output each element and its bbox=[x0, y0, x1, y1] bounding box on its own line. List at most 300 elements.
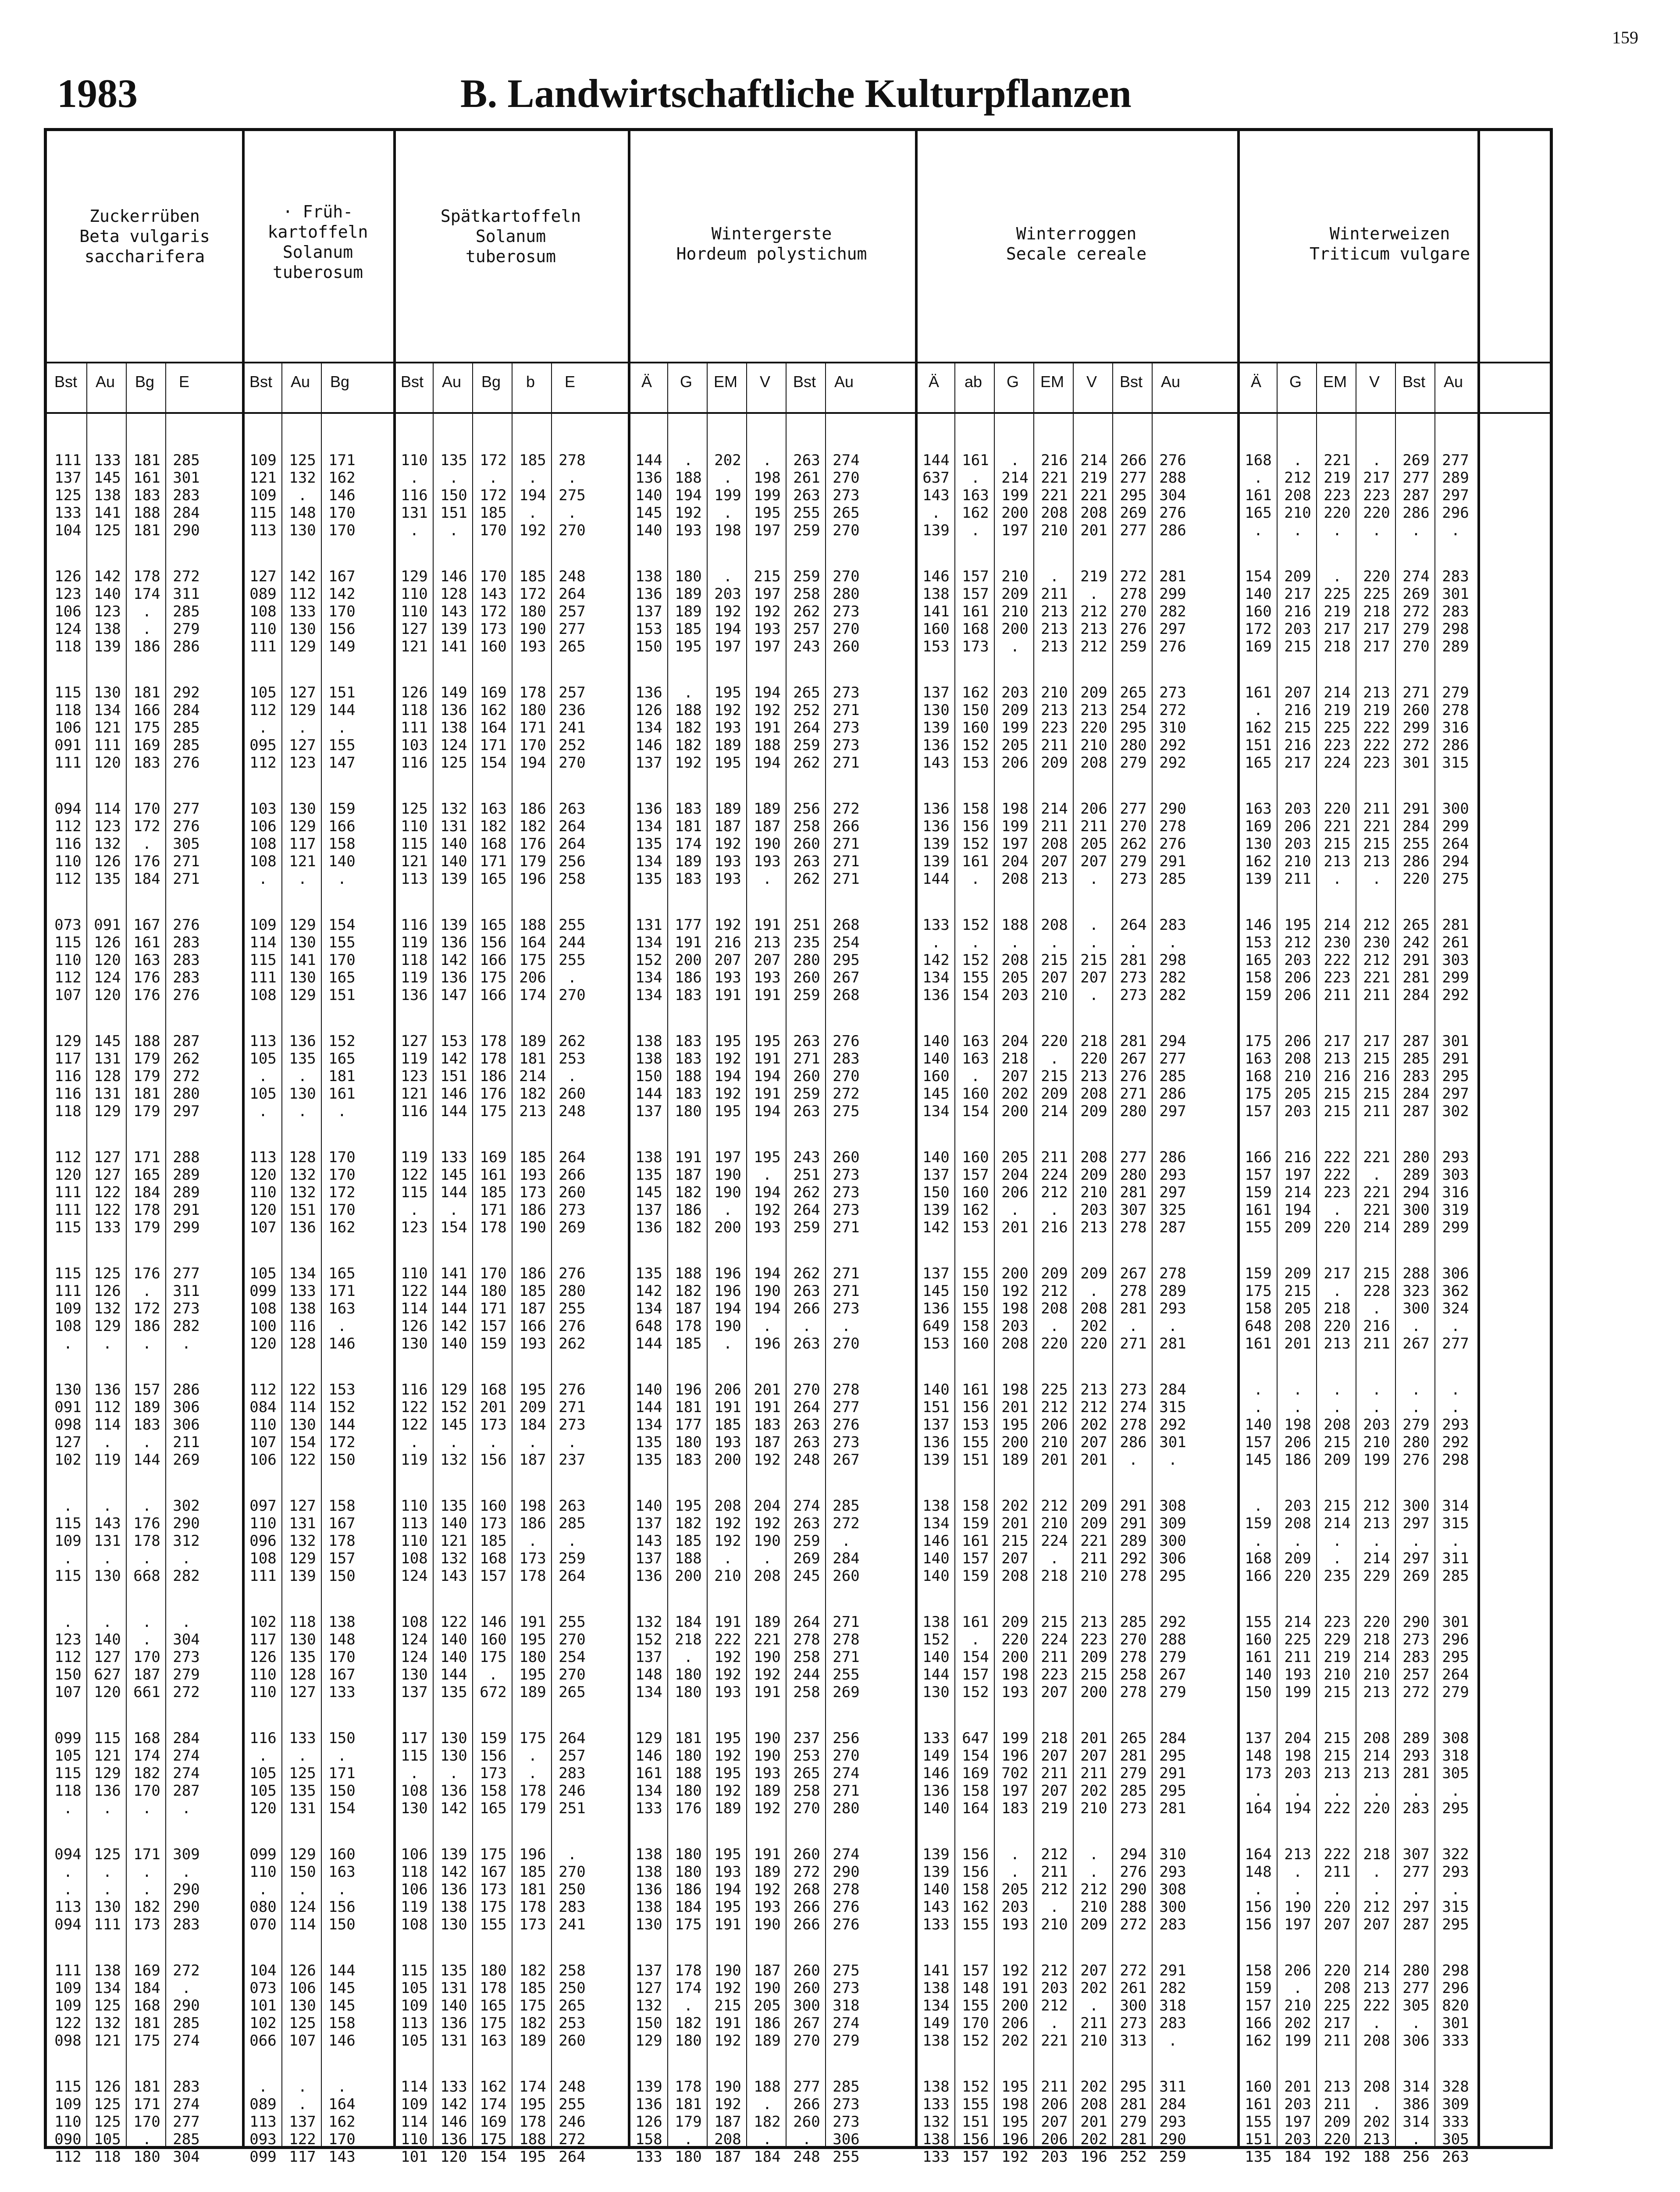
table-cell: 133 bbox=[922, 916, 950, 934]
table-cell: 140 bbox=[922, 1648, 950, 1666]
table-cell: 269 bbox=[1120, 504, 1147, 522]
table-cell: 095 bbox=[249, 737, 277, 754]
table-cell: 192 bbox=[714, 1747, 741, 1765]
table-cell: 140 bbox=[635, 1381, 662, 1398]
table-cell: 206 bbox=[1284, 1962, 1311, 1979]
table-cell: 188 bbox=[675, 701, 702, 719]
table-cell: 130 bbox=[94, 1567, 121, 1585]
table-cell: 125 bbox=[289, 2014, 316, 2032]
table-cell: 160 bbox=[922, 1068, 950, 1085]
table-cell: 138 bbox=[94, 1962, 121, 1979]
table-cell: 163 bbox=[962, 1032, 989, 1050]
table-cell: 190 bbox=[519, 1219, 546, 1236]
table-cell: 131 bbox=[440, 818, 467, 835]
table-cell: 193 bbox=[754, 1219, 781, 1236]
table-cell: 229 bbox=[1324, 1631, 1351, 1648]
table-cell: 136 bbox=[922, 800, 950, 818]
table-cell: 273 bbox=[559, 1416, 586, 1434]
table-cell: 181 bbox=[133, 522, 160, 539]
table-cell: 181 bbox=[519, 1050, 546, 1068]
table-cell: 120 bbox=[94, 986, 121, 1004]
table-cell: . bbox=[1372, 522, 1381, 539]
table-cell: 189 bbox=[519, 2032, 546, 2050]
table-cell: 193 bbox=[754, 1765, 781, 1782]
table-cell: 198 bbox=[714, 522, 741, 539]
table-cell: 143 bbox=[922, 487, 950, 504]
table-cell: 217 bbox=[1363, 1032, 1390, 1050]
table-cell: . bbox=[567, 1846, 577, 1863]
table-cell: 129 bbox=[289, 1846, 316, 1863]
table-cell: 110 bbox=[249, 1416, 277, 1434]
table-cell: 135 bbox=[289, 1050, 316, 1068]
table-cell: 135 bbox=[635, 1265, 662, 1282]
table-cell: 158 bbox=[635, 2131, 662, 2148]
table-cell: 207 bbox=[1041, 853, 1068, 870]
table-cell: 136 bbox=[922, 1782, 950, 1800]
table-cell: 139 bbox=[94, 638, 121, 655]
table-cell: 288 bbox=[1402, 1265, 1430, 1282]
table-cell: 137 bbox=[635, 1648, 662, 1666]
table-cell: 195 bbox=[519, 1381, 546, 1398]
table-cell: 131 bbox=[289, 1800, 316, 1817]
table-cell: 319 bbox=[1442, 1201, 1469, 1219]
table-cell: 140 bbox=[922, 1800, 950, 1817]
table-cell: 173 bbox=[519, 1916, 546, 1933]
table-cell: 124 bbox=[94, 969, 121, 986]
table-cell: 130 bbox=[922, 1683, 950, 1701]
table-cell: 130 bbox=[94, 1898, 121, 1916]
table-cell: 142 bbox=[289, 568, 316, 585]
table-cell: 207 bbox=[1363, 1916, 1390, 1933]
table-cell: 139 bbox=[440, 916, 467, 934]
table-cell: 196 bbox=[519, 1846, 546, 1863]
table-cell: 109 bbox=[54, 1997, 82, 2014]
table-cell: 120 bbox=[94, 1683, 121, 1701]
table-cell: 189 bbox=[754, 2032, 781, 2050]
table-cell: 110 bbox=[54, 853, 82, 870]
table-cell: . bbox=[931, 504, 941, 522]
table-cell: 157 bbox=[1245, 1434, 1272, 1451]
table-cell: 221 bbox=[1080, 1532, 1107, 1550]
table-cell: 175 bbox=[133, 2032, 160, 2050]
table-row bbox=[44, 684, 1553, 701]
table-cell: 207 bbox=[714, 951, 741, 969]
table-cell: 150 bbox=[328, 1916, 356, 1933]
table-cell: 150 bbox=[289, 1863, 316, 1881]
table-cell: . bbox=[337, 1103, 347, 1120]
table-cell: 151 bbox=[1245, 737, 1272, 754]
table-cell: . bbox=[1253, 1881, 1263, 1898]
table-cell: 189 bbox=[519, 1683, 546, 1701]
table-cell: 154 bbox=[962, 1103, 989, 1120]
table-cell: 220 bbox=[1080, 1050, 1107, 1068]
table-cell: 244 bbox=[793, 1666, 820, 1683]
table-cell: 263 bbox=[793, 1416, 820, 1434]
table-row bbox=[44, 1317, 1553, 1335]
table-cell: 672 bbox=[480, 1683, 507, 1701]
table-cell: . bbox=[1451, 1532, 1460, 1550]
table-cell: 126 bbox=[401, 684, 428, 701]
table-cell: 175 bbox=[675, 1916, 702, 1933]
table-cell: 125 bbox=[289, 1765, 316, 1782]
table-cell: 263 bbox=[793, 1335, 820, 1352]
table-cell: 192 bbox=[714, 1050, 741, 1068]
table-cell: 169 bbox=[480, 1149, 507, 1166]
table-cell: . bbox=[337, 1747, 347, 1765]
table-cell: 270 bbox=[559, 754, 586, 772]
table-cell: 134 bbox=[635, 719, 662, 737]
table-cell: 193 bbox=[714, 719, 741, 737]
table-cell: 172 bbox=[480, 603, 507, 620]
table-cell: 150 bbox=[328, 1729, 356, 1747]
table-cell: 283 bbox=[173, 1916, 200, 1933]
table-cell: 164 bbox=[328, 2096, 356, 2113]
table-cell: 136 bbox=[635, 1219, 662, 1236]
table-cell: 118 bbox=[94, 2148, 121, 2166]
table-cell: 134 bbox=[635, 1416, 662, 1434]
table-cell: 256 bbox=[1402, 2148, 1430, 2166]
table-cell: 214 bbox=[519, 1068, 546, 1085]
table-cell: 295 bbox=[833, 951, 860, 969]
table-cell: 251 bbox=[793, 916, 820, 934]
table-cell: 223 bbox=[1363, 487, 1390, 504]
table-cell: 136 bbox=[922, 986, 950, 1004]
table-cell: 162 bbox=[962, 1898, 989, 1916]
table-cell: 091 bbox=[54, 737, 82, 754]
table-cell: . bbox=[298, 487, 307, 504]
table-cell: . bbox=[683, 1648, 693, 1666]
table-cell: 282 bbox=[1159, 969, 1186, 986]
table-cell: 310 bbox=[1159, 719, 1186, 737]
table-cell: . bbox=[1050, 1898, 1059, 1916]
table-cell: 220 bbox=[1284, 1567, 1311, 1585]
table-cell: 187 bbox=[519, 1451, 546, 1469]
table-cell: 187 bbox=[754, 1434, 781, 1451]
table-cell: 208 bbox=[1001, 1567, 1029, 1585]
table-cell: 156 bbox=[962, 818, 989, 835]
table-cell: 124 bbox=[401, 1648, 428, 1666]
table-cell: 200 bbox=[1001, 620, 1029, 638]
table-cell: 111 bbox=[94, 737, 121, 754]
table-row bbox=[44, 1434, 1553, 1451]
table-cell: 143 bbox=[922, 754, 950, 772]
table-cell: 132 bbox=[94, 1300, 121, 1317]
table-cell: 262 bbox=[559, 1032, 586, 1050]
table-cell: 160 bbox=[480, 1497, 507, 1515]
table-cell: 212 bbox=[1080, 1398, 1107, 1416]
table-cell: 129 bbox=[289, 638, 316, 655]
table-cell: . bbox=[1050, 1050, 1059, 1068]
table-cell: 270 bbox=[559, 522, 586, 539]
table-cell: 276 bbox=[1159, 504, 1186, 522]
table-cell: 134 bbox=[289, 1265, 316, 1282]
table-cell: 159 bbox=[1245, 986, 1272, 1004]
table-cell: 286 bbox=[1442, 737, 1469, 754]
table-cell: 111 bbox=[54, 1184, 82, 1201]
table-cell: 156 bbox=[328, 620, 356, 638]
table-cell: 188 bbox=[675, 1550, 702, 1567]
table-cell: 158 bbox=[328, 1497, 356, 1515]
table-cell: 150 bbox=[635, 638, 662, 655]
table-cell: 158 bbox=[1245, 969, 1272, 986]
table-cell: 213 bbox=[1363, 1979, 1390, 1997]
table-cell: 201 bbox=[1001, 1398, 1029, 1416]
table-cell: 135 bbox=[440, 1962, 467, 1979]
table-cell: 287 bbox=[1402, 1916, 1430, 1933]
table-cell: 173 bbox=[133, 1916, 160, 1933]
table-cell: 109 bbox=[249, 487, 277, 504]
table-cell: 258 bbox=[793, 1683, 820, 1701]
table-cell: 221 bbox=[1324, 818, 1351, 835]
table-cell: 154 bbox=[962, 1747, 989, 1765]
table-cell: 223 bbox=[1324, 487, 1351, 504]
table-cell: 189 bbox=[714, 737, 741, 754]
table-cell: 140 bbox=[440, 835, 467, 853]
table-cell: 277 bbox=[1159, 1050, 1186, 1068]
table-cell: 193 bbox=[1001, 1683, 1029, 1701]
table-cell: 221 bbox=[1363, 969, 1390, 986]
table-cell: 216 bbox=[714, 934, 741, 951]
table-cell: . bbox=[142, 1335, 152, 1352]
table-cell: 169 bbox=[962, 1765, 989, 1782]
table-cell: 142 bbox=[922, 951, 950, 969]
table-cell: 157 bbox=[1245, 1997, 1272, 2014]
table-cell: 224 bbox=[1041, 1532, 1068, 1550]
table-cell: . bbox=[103, 1434, 112, 1451]
table-cell: 157 bbox=[133, 1381, 160, 1398]
table-cell: 192 bbox=[714, 1782, 741, 1800]
table-cell: 213 bbox=[1363, 684, 1390, 701]
table-cell: 260 bbox=[793, 969, 820, 986]
table-cell: 144 bbox=[635, 452, 662, 469]
table-cell: 120 bbox=[440, 2148, 467, 2166]
table-cell: 285 bbox=[833, 2078, 860, 2096]
table-cell: 102 bbox=[249, 2014, 277, 2032]
table-row bbox=[44, 2148, 1553, 2166]
table-cell: 145 bbox=[1245, 1451, 1272, 1469]
table-cell: 266 bbox=[833, 818, 860, 835]
table-cell: 270 bbox=[793, 2032, 820, 2050]
table-cell: 170 bbox=[328, 1149, 356, 1166]
table-cell: 108 bbox=[401, 1782, 428, 1800]
table-cell: 115 bbox=[54, 684, 82, 701]
table-cell: 142 bbox=[440, 1317, 467, 1335]
table-cell: 213 bbox=[1041, 603, 1068, 620]
table-cell: 176 bbox=[133, 986, 160, 1004]
table-cell: 271 bbox=[833, 1265, 860, 1282]
table-row bbox=[44, 1050, 1553, 1068]
table-cell: 203 bbox=[1001, 684, 1029, 701]
table-cell: 114 bbox=[401, 2078, 428, 2096]
table-cell: 209 bbox=[1080, 1648, 1107, 1666]
table-cell: . bbox=[1372, 1381, 1381, 1398]
table-cell: 276 bbox=[1120, 1068, 1147, 1085]
table-cell: 270 bbox=[833, 469, 860, 487]
table-cell: . bbox=[1253, 1532, 1263, 1550]
table-cell: 152 bbox=[962, 951, 989, 969]
table-cell: 126 bbox=[635, 701, 662, 719]
table-cell: 115 bbox=[54, 1515, 82, 1532]
table-cell: 283 bbox=[173, 951, 200, 969]
table-cell: 176 bbox=[133, 1515, 160, 1532]
table-cell: 110 bbox=[249, 1184, 277, 1201]
table-cell: 132 bbox=[289, 1184, 316, 1201]
table-cell: 137 bbox=[635, 1515, 662, 1532]
table-cell: . bbox=[409, 1765, 419, 1782]
table-cell: 066 bbox=[249, 2032, 277, 2050]
table-cell: 284 bbox=[833, 1550, 860, 1567]
table-cell: . bbox=[142, 1863, 152, 1881]
table-cell: 210 bbox=[1041, 684, 1068, 701]
table-cell: 300 bbox=[1402, 1300, 1430, 1317]
table-cell: 170 bbox=[480, 1265, 507, 1282]
table-cell: 144 bbox=[635, 1398, 662, 1416]
table-cell: 192 bbox=[754, 1800, 781, 1817]
table-cell: 273 bbox=[1120, 969, 1147, 986]
table-cell: 115 bbox=[54, 934, 82, 951]
table-cell: 209 bbox=[519, 1398, 546, 1416]
table-cell: 235 bbox=[1324, 1567, 1351, 1585]
table-cell: 295 bbox=[1159, 1567, 1186, 1585]
table-cell: 206 bbox=[1284, 1032, 1311, 1050]
table-cell: 152 bbox=[328, 1032, 356, 1050]
table-cell: 146 bbox=[480, 1613, 507, 1631]
table-cell: 185 bbox=[714, 1416, 741, 1434]
table-cell: 263 bbox=[793, 1282, 820, 1300]
table-cell: 109 bbox=[249, 452, 277, 469]
table-cell: 261 bbox=[1120, 1979, 1147, 1997]
table-cell: 308 bbox=[1442, 1729, 1469, 1747]
table-cell: 129 bbox=[54, 1032, 82, 1050]
table-cell: 178 bbox=[480, 1219, 507, 1236]
table-cell: 187 bbox=[754, 818, 781, 835]
table-cell: 277 bbox=[173, 2113, 200, 2131]
table-cell: 173 bbox=[1245, 1765, 1272, 1782]
table-cell: 211 bbox=[1080, 818, 1107, 835]
table-cell: 178 bbox=[675, 1317, 702, 1335]
table-cell: 202 bbox=[1001, 1497, 1029, 1515]
table-cell: . bbox=[1168, 934, 1178, 951]
table-row bbox=[44, 1166, 1553, 1184]
table-cell: 178 bbox=[133, 1532, 160, 1550]
table-cell: 168 bbox=[480, 835, 507, 853]
table-cell: 293 bbox=[1159, 2113, 1186, 2131]
table-cell: 281 bbox=[1120, 1300, 1147, 1317]
table-cell: 276 bbox=[559, 1317, 586, 1335]
table-cell: 219 bbox=[1324, 701, 1351, 719]
table-cell: 273 bbox=[833, 1979, 860, 1997]
table-cell: 105 bbox=[249, 1765, 277, 1782]
table-cell: 125 bbox=[94, 1265, 121, 1282]
table-cell: . bbox=[1293, 1881, 1303, 1898]
table-cell: 174 bbox=[675, 835, 702, 853]
table-cell: 070 bbox=[249, 1916, 277, 1933]
table-cell: 271 bbox=[833, 1613, 860, 1631]
table-cell: . bbox=[258, 1881, 268, 1898]
table-cell: 101 bbox=[401, 2148, 428, 2166]
table-cell: 211 bbox=[1080, 1765, 1107, 1782]
table-cell: 209 bbox=[1001, 701, 1029, 719]
table-cell: 160 bbox=[962, 1335, 989, 1352]
table-cell: 139 bbox=[922, 1201, 950, 1219]
table-row bbox=[44, 2032, 1553, 2050]
table-cell: 136 bbox=[635, 800, 662, 818]
table-cell: 109 bbox=[54, 1300, 82, 1317]
table-cell: . bbox=[1253, 469, 1263, 487]
table-cell: 221 bbox=[1363, 818, 1390, 835]
table-cell: 170 bbox=[328, 603, 356, 620]
table-cell: 145 bbox=[635, 1184, 662, 1201]
table-cell: 117 bbox=[289, 2148, 316, 2166]
table-cell: 125 bbox=[94, 1997, 121, 2014]
table-cell: 270 bbox=[833, 568, 860, 585]
table-cell: 105 bbox=[401, 1979, 428, 1997]
table-cell: 174 bbox=[480, 2096, 507, 2113]
table-cell: 211 bbox=[1041, 1648, 1068, 1666]
table-cell: 208 bbox=[1324, 1416, 1351, 1434]
table-cell: 186 bbox=[519, 1201, 546, 1219]
table-cell: 287 bbox=[1159, 1219, 1186, 1236]
column-header: EM bbox=[1040, 373, 1064, 391]
table-row bbox=[44, 504, 1553, 522]
table-cell: 176 bbox=[133, 1265, 160, 1282]
table-cell: 142 bbox=[922, 1219, 950, 1236]
table-cell: 192 bbox=[675, 754, 702, 772]
table-cell: 222 bbox=[1324, 1800, 1351, 1817]
table-cell: 171 bbox=[133, 2096, 160, 2113]
table-cell: 205 bbox=[1001, 969, 1029, 986]
table-cell: 278 bbox=[1120, 1219, 1147, 1236]
table-cell: 137 bbox=[922, 1166, 950, 1184]
table-cell: 107 bbox=[249, 1434, 277, 1451]
table-cell: 163 bbox=[1245, 800, 1272, 818]
table-cell: 166 bbox=[328, 818, 356, 835]
table-cell: 179 bbox=[133, 1050, 160, 1068]
table-cell: 273 bbox=[1402, 1631, 1430, 1648]
table-cell: 221 bbox=[1363, 1149, 1390, 1166]
table-cell: 111 bbox=[54, 1282, 82, 1300]
table-cell: 118 bbox=[289, 1613, 316, 1631]
table-cell: 204 bbox=[754, 1497, 781, 1515]
table-cell: 173 bbox=[480, 1515, 507, 1532]
table-cell: 191 bbox=[714, 1916, 741, 1933]
table-cell: 275 bbox=[833, 1103, 860, 1120]
table-cell: 197 bbox=[714, 1149, 741, 1166]
table-cell: 270 bbox=[559, 1666, 586, 1683]
table-cell: 276 bbox=[1159, 638, 1186, 655]
table-cell: 171 bbox=[480, 1300, 507, 1317]
table-cell: 271 bbox=[833, 870, 860, 888]
table-cell: 141 bbox=[440, 638, 467, 655]
table-cell: 134 bbox=[94, 701, 121, 719]
table-cell: 209 bbox=[1001, 1613, 1029, 1631]
table-cell: 084 bbox=[249, 1398, 277, 1416]
table-cell: . bbox=[802, 1317, 812, 1335]
table-cell: 210 bbox=[1041, 1515, 1068, 1532]
table-cell: 159 bbox=[328, 800, 356, 818]
table-cell: 283 bbox=[1402, 1648, 1430, 1666]
table-cell: 202 bbox=[714, 452, 741, 469]
table-cell: 215 bbox=[1080, 951, 1107, 969]
table-cell: 167 bbox=[480, 1863, 507, 1881]
table-cell: 262 bbox=[793, 1265, 820, 1282]
table-cell: 293 bbox=[1159, 1863, 1186, 1881]
table-cell: 281 bbox=[1120, 1032, 1147, 1050]
table-row bbox=[44, 1201, 1553, 1219]
table-cell: . bbox=[142, 1800, 152, 1817]
table-cell: 297 bbox=[1159, 620, 1186, 638]
table-cell: 252 bbox=[559, 737, 586, 754]
